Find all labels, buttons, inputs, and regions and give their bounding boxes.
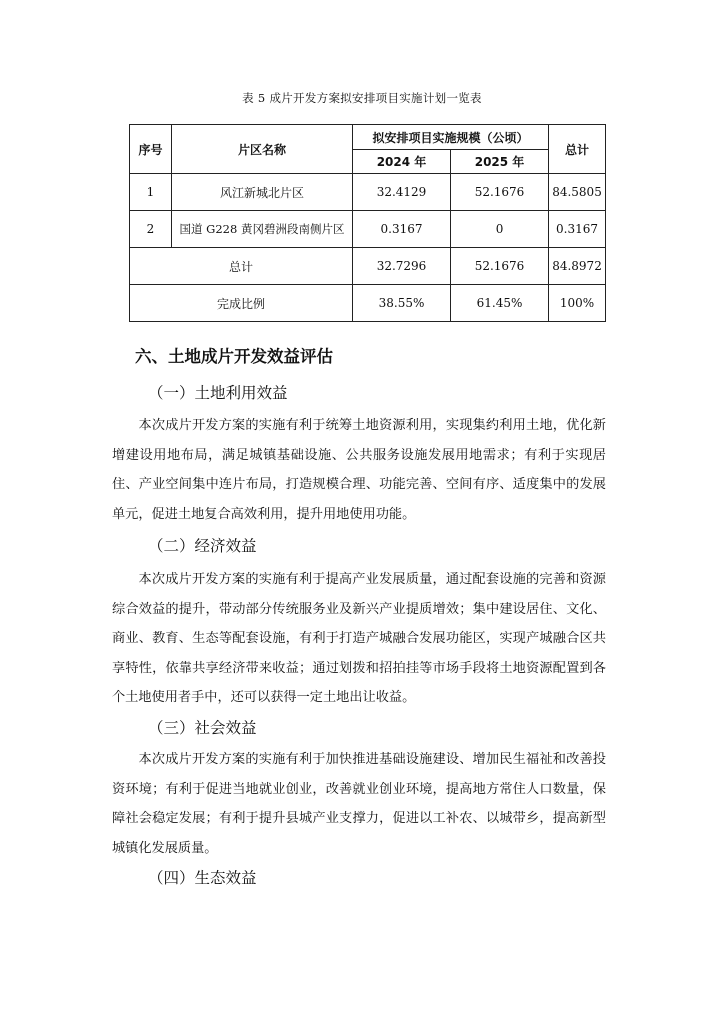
header-name: 片区名称 xyxy=(172,125,353,174)
subsection-heading-social: （三）社会效益 xyxy=(148,719,257,737)
section-title: 六、土地成片开发效益评估 xyxy=(135,347,333,366)
header-scale: 拟安排项目实施规模（公顷） xyxy=(353,125,549,150)
cell-total: 0.3167 xyxy=(549,211,606,248)
cell-2024: 0.3167 xyxy=(353,211,451,248)
sum-label: 总计 xyxy=(130,248,353,285)
paragraph-social: 本次成片开发方案的实施有利于加快推进基础设施建设、增加民生福祉和改善投资环境；有利于促进当地就业创业，改善就业创业环境，提高地方常住人口数量，保障社会稳定发展；有利于提升县城产业支撑力，促进以工补农、以城带乡，提高新型城镇化发展质量。 xyxy=(112,752,606,856)
paragraph-land-use: 本次成片开发方案的实施有利于统筹土地资源利用，实现集约利用土地，优化新增建设用地布局，满足城镇基础设施、公共服务设施发展用地需求；有利于实现居住、产业空间集中连片布局，打造规模合理、功能完善、空间有序、适度集中的发展单元，促进土地复合高效利用，提升用地使用功能。 xyxy=(112,418,606,522)
header-2024: 2024 年 xyxy=(353,150,451,174)
subsection-heading-land-use: （一）土地利用效益 xyxy=(148,384,288,402)
cell-2025: 52.1676 xyxy=(451,174,549,211)
cell-name: 国道 G228 黄冈碧洲段南侧片区 xyxy=(172,211,353,248)
sum-total: 84.8972 xyxy=(549,248,606,285)
ratio-label: 完成比例 xyxy=(130,285,353,322)
table-caption: 表 5 成片开发方案拟安排项目实施计划一览表 xyxy=(242,91,482,105)
table-ratio-row xyxy=(130,285,606,322)
paragraph-economic: 本次成片开发方案的实施有利于提高产业发展质量，通过配套设施的完善和资源综合效益的提升，带动部分传统服务业及新兴产业提质增效；集中建设居住、文化、商业、教育、生态等配套设施，有利于打造产城融合发展功能区，实现产城融合区共享特性，依靠共享经济带来收益；通过划拨和招拍挂等市场手段将土地资源配置到各个土地使用者手中，还可以获得一定土地出让收益。 xyxy=(112,572,606,705)
table-row xyxy=(130,211,606,248)
sum-2024: 32.7296 xyxy=(353,248,451,285)
cell-total: 84.5805 xyxy=(549,174,606,211)
cell-2024: 32.4129 xyxy=(353,174,451,211)
ratio-2024: 38.55% xyxy=(353,285,451,322)
ratio-2025: 61.45% xyxy=(451,285,549,322)
implementation-plan-table xyxy=(129,124,606,322)
header-index: 序号 xyxy=(130,125,172,174)
subsection-heading-ecological: （四）生态效益 xyxy=(148,869,257,887)
table-header-row xyxy=(130,125,606,150)
cell-index: 1 xyxy=(130,174,172,211)
ratio-total: 100% xyxy=(549,285,606,322)
cell-index: 2 xyxy=(130,211,172,248)
cell-2025: 0 xyxy=(451,211,549,248)
cell-name: 风江新城北片区 xyxy=(172,174,353,211)
sum-2025: 52.1676 xyxy=(451,248,549,285)
subsection-heading-economic: （二）经济效益 xyxy=(148,537,257,555)
table-row xyxy=(130,174,606,211)
table-sum-row xyxy=(130,248,606,285)
header-2025: 2025 年 xyxy=(451,150,549,174)
header-total: 总计 xyxy=(549,125,606,174)
